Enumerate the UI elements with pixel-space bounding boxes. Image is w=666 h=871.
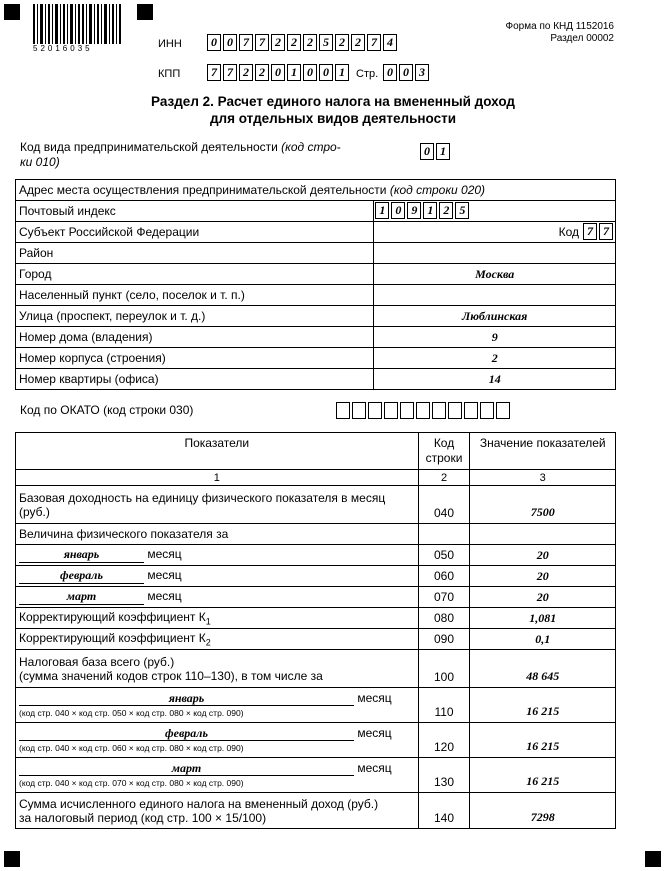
- col-header-code-line1: Код: [433, 436, 455, 450]
- postal-code-cell[interactable]: 1: [375, 202, 389, 219]
- col-header-value: Значение показателей: [470, 433, 616, 470]
- kpp-cells: [207, 64, 351, 81]
- kpp-cell[interactable]: 2: [255, 64, 269, 81]
- activity-code-label-text: Код вида предпринимательской деятельности: [20, 140, 282, 154]
- corner-mark-bottom-left: [4, 851, 20, 867]
- phys-month-3-label: [16, 587, 419, 608]
- tax-base-month-3-code: 130: [418, 758, 470, 793]
- house-value: 9: [374, 327, 616, 348]
- okato-cell[interactable]: [432, 402, 446, 419]
- tax-base-label-line1: Налоговая база всего (руб.): [19, 654, 175, 669]
- tax-base-month-3-word: месяц: [357, 760, 392, 775]
- tax-base-month-2-label: [16, 723, 419, 758]
- barcode-number: 52016035: [33, 45, 113, 53]
- okato-cell[interactable]: [416, 402, 430, 419]
- page-cell[interactable]: 0: [383, 64, 397, 81]
- okato-cell[interactable]: [464, 402, 478, 419]
- okato-cells: [336, 402, 512, 419]
- total-tax-label-line1: Сумма исчисленного единого налога на вмененный доход (руб.): [19, 796, 379, 811]
- total-tax-value: 7298: [470, 793, 616, 829]
- apartment-value: 14: [374, 369, 616, 390]
- region-code-cells: [583, 223, 615, 240]
- kpp-cell[interactable]: 0: [271, 64, 285, 81]
- form-code: Форма по КНД 1152016: [505, 21, 614, 32]
- k1-code: 080: [418, 608, 470, 629]
- phys-month-1-word: месяц: [147, 547, 182, 561]
- inn-cell[interactable]: 4: [383, 34, 397, 51]
- inn-cell[interactable]: 7: [255, 34, 269, 51]
- phys-month-3-word: месяц: [147, 589, 182, 603]
- phys-month-1-name: январь: [19, 547, 144, 563]
- tax-base-month-1-label: [16, 688, 419, 723]
- phys-month-3-code: 070: [418, 587, 470, 608]
- tax-base-month-2-name: февраль: [19, 726, 354, 741]
- corner-mark-top-left: [4, 4, 20, 20]
- okato-label: Код по ОКАТО (код строки 030): [20, 403, 194, 417]
- tax-base-label: [16, 650, 419, 688]
- building-value: 2: [374, 348, 616, 369]
- base-income-label-line1: Базовая доходность на единицу физического показателя в месяц: [19, 490, 386, 505]
- okato-cell[interactable]: [352, 402, 366, 419]
- kpp-cell[interactable]: 0: [319, 64, 333, 81]
- inn-cell[interactable]: 5: [319, 34, 333, 51]
- phys-month-3-value: 20: [470, 587, 616, 608]
- tax-base-month-1-code: 110: [418, 688, 470, 723]
- inn-cell[interactable]: 0: [223, 34, 237, 51]
- inn-label: ИНН: [158, 38, 182, 50]
- inn-cell[interactable]: 2: [351, 34, 365, 51]
- k2-label: [16, 629, 419, 650]
- tax-base-month-1-formula: (код стр. 040 × код стр. 050 × код стр. 080 × код стр. 090): [19, 707, 244, 718]
- indicators-table: [15, 432, 616, 829]
- base-income-value: 7500: [470, 486, 616, 524]
- phys-month-1-value: 20: [470, 545, 616, 566]
- tax-base-month-2-formula: (код стр. 040 × код стр. 060 × код стр. 080 × код стр. 090): [19, 742, 244, 753]
- inn-cell[interactable]: 0: [207, 34, 221, 51]
- kpp-cell[interactable]: 2: [239, 64, 253, 81]
- kpp-cell[interactable]: 0: [303, 64, 317, 81]
- postal-label: Почтовый индекс: [16, 201, 374, 222]
- col-header-code-line2: строки: [425, 451, 463, 465]
- total-tax-label: [16, 793, 419, 829]
- tax-base-month-2-value: 16 215: [470, 723, 616, 758]
- inn-cell[interactable]: 2: [287, 34, 301, 51]
- tax-base-month-3-name: март: [19, 761, 354, 776]
- total-tax-label-line2: за налоговый период (код стр. 100 × 15/100): [19, 810, 267, 825]
- tax-base-month-2-word: месяц: [357, 725, 392, 740]
- base-income-code: 040: [418, 486, 470, 524]
- okato-cell[interactable]: [400, 402, 414, 419]
- page-cell[interactable]: 0: [399, 64, 413, 81]
- okato-cell[interactable]: [448, 402, 462, 419]
- phys-indicator-label: Величина физического показателя за: [16, 524, 419, 545]
- tax-base-month-1-value: 16 215: [470, 688, 616, 723]
- barcode-bars: [33, 4, 121, 44]
- okato-cell[interactable]: [368, 402, 382, 419]
- city-label: Город: [16, 264, 374, 285]
- k2-code: 090: [418, 629, 470, 650]
- base-income-label: [16, 486, 419, 524]
- address-header-italic: (код строки 020): [389, 183, 486, 197]
- page-cells: [383, 64, 431, 81]
- k1-label-text: Корректирующий коэффициент К: [19, 609, 206, 624]
- postal-code-cell[interactable]: 5: [455, 202, 469, 219]
- postal-code-cell[interactable]: 9: [407, 202, 421, 219]
- postal-code-cell[interactable]: 1: [423, 202, 437, 219]
- inn-cell[interactable]: 2: [335, 34, 349, 51]
- phys-month-1-code: 050: [418, 545, 470, 566]
- okato-cell[interactable]: [480, 402, 494, 419]
- page-label: Стр.: [356, 68, 379, 80]
- tax-base-month-3-label: [16, 758, 419, 793]
- col-num-2: 2: [418, 470, 470, 486]
- tax-base-label-line2: (сумма значений кодов строк 110–130), в том числе за: [19, 668, 323, 683]
- col-header-code: [418, 433, 470, 470]
- activity-code-label-line2: ки 010): [20, 155, 60, 169]
- postal-code-cells: [375, 202, 471, 219]
- region-label: Субъект Российской Федерации: [16, 222, 374, 243]
- district-value: [374, 243, 616, 264]
- region-cell: [374, 222, 616, 243]
- activity-code-cells: [420, 143, 452, 160]
- region-code-cell[interactable]: 7: [583, 223, 597, 240]
- phys-indicator-value-empty: [470, 524, 616, 545]
- activity-code-label: [20, 140, 380, 170]
- region-code-cell[interactable]: 7: [599, 223, 613, 240]
- phys-month-1-label: [16, 545, 419, 566]
- col-num-3: 3: [470, 470, 616, 486]
- activity-code-label-italic: (код стро-: [281, 140, 341, 154]
- k2-value: 0,1: [470, 629, 616, 650]
- k1-label-sub: 1: [205, 616, 211, 627]
- city-value: Москва: [374, 264, 616, 285]
- corner-mark-top-right: [137, 4, 153, 20]
- total-tax-code: 140: [418, 793, 470, 829]
- tax-base-month-3-formula: (код стр. 040 × код стр. 070 × код стр. 080 × код стр. 090): [19, 777, 244, 788]
- building-label: Номер корпуса (строения): [16, 348, 374, 369]
- kpp-label: КПП: [158, 68, 181, 80]
- tax-base-month-1-word: месяц: [357, 690, 392, 705]
- tax-base-month-2-code: 120: [418, 723, 470, 758]
- col-num-1: 1: [16, 470, 419, 486]
- corner-mark-bottom-right: [645, 851, 661, 867]
- apartment-label: Номер квартиры (офиса): [16, 369, 374, 390]
- address-header: [16, 180, 616, 201]
- section-code: Раздел 00002: [550, 33, 614, 44]
- okato-cell[interactable]: [384, 402, 398, 419]
- phys-month-2-name: февраль: [19, 568, 144, 584]
- inn-cell[interactable]: 7: [367, 34, 381, 51]
- inn-cells: [207, 34, 399, 51]
- activity-code-cell[interactable]: 1: [436, 143, 450, 160]
- okato-cell[interactable]: [336, 402, 350, 419]
- phys-month-2-code: 060: [418, 566, 470, 587]
- tax-base-value: 48 645: [470, 650, 616, 688]
- okato-cell[interactable]: [496, 402, 510, 419]
- section-title-line2: для отдельных видов деятельности: [209, 111, 457, 126]
- house-label: Номер дома (владения): [16, 327, 374, 348]
- phys-month-2-label: [16, 566, 419, 587]
- postal-cell: [374, 201, 616, 222]
- address-header-text: Адрес места осуществления предпринимательской деятельности: [19, 183, 390, 197]
- k2-label-sub: 2: [205, 637, 211, 648]
- kpp-cell[interactable]: 7: [207, 64, 221, 81]
- phys-month-3-name: март: [19, 589, 144, 605]
- street-value: Люблинская: [374, 306, 616, 327]
- k2-label-text: Корректирующий коэффициент К: [19, 630, 206, 645]
- inn-cell[interactable]: 2: [303, 34, 317, 51]
- postal-code-cell[interactable]: 2: [439, 202, 453, 219]
- phys-month-2-value: 20: [470, 566, 616, 587]
- settlement-value: [374, 285, 616, 306]
- tax-base-month-3-value: 16 215: [470, 758, 616, 793]
- phys-month-2-word: месяц: [147, 568, 182, 582]
- k1-value: 1,081: [470, 608, 616, 629]
- address-table: [15, 179, 616, 390]
- inn-cell[interactable]: 2: [271, 34, 285, 51]
- activity-code-cell[interactable]: 0: [420, 143, 434, 160]
- kpp-cell[interactable]: 1: [335, 64, 349, 81]
- tax-base-month-1-name: январь: [19, 691, 354, 706]
- base-income-label-line2: (руб.): [19, 504, 50, 519]
- phys-indicator-code-empty: [418, 524, 470, 545]
- barcode: [33, 4, 121, 53]
- col-header-indicators: Показатели: [16, 433, 419, 470]
- postal-code-cell[interactable]: 0: [391, 202, 405, 219]
- kpp-cell[interactable]: 7: [223, 64, 237, 81]
- section-title-line1: Раздел 2. Расчет единого налога на вмененный доход: [151, 94, 515, 109]
- k1-label: [16, 608, 419, 629]
- district-label: Район: [16, 243, 374, 264]
- kpp-cell[interactable]: 1: [287, 64, 301, 81]
- page-cell[interactable]: 3: [415, 64, 429, 81]
- street-label: Улица (проспект, переулок и т. д.): [16, 306, 374, 327]
- settlement-label: Населенный пункт (село, поселок и т. п.): [16, 285, 374, 306]
- inn-cell[interactable]: 7: [239, 34, 253, 51]
- tax-base-code: 100: [418, 650, 470, 688]
- region-code-label: Код: [558, 225, 579, 239]
